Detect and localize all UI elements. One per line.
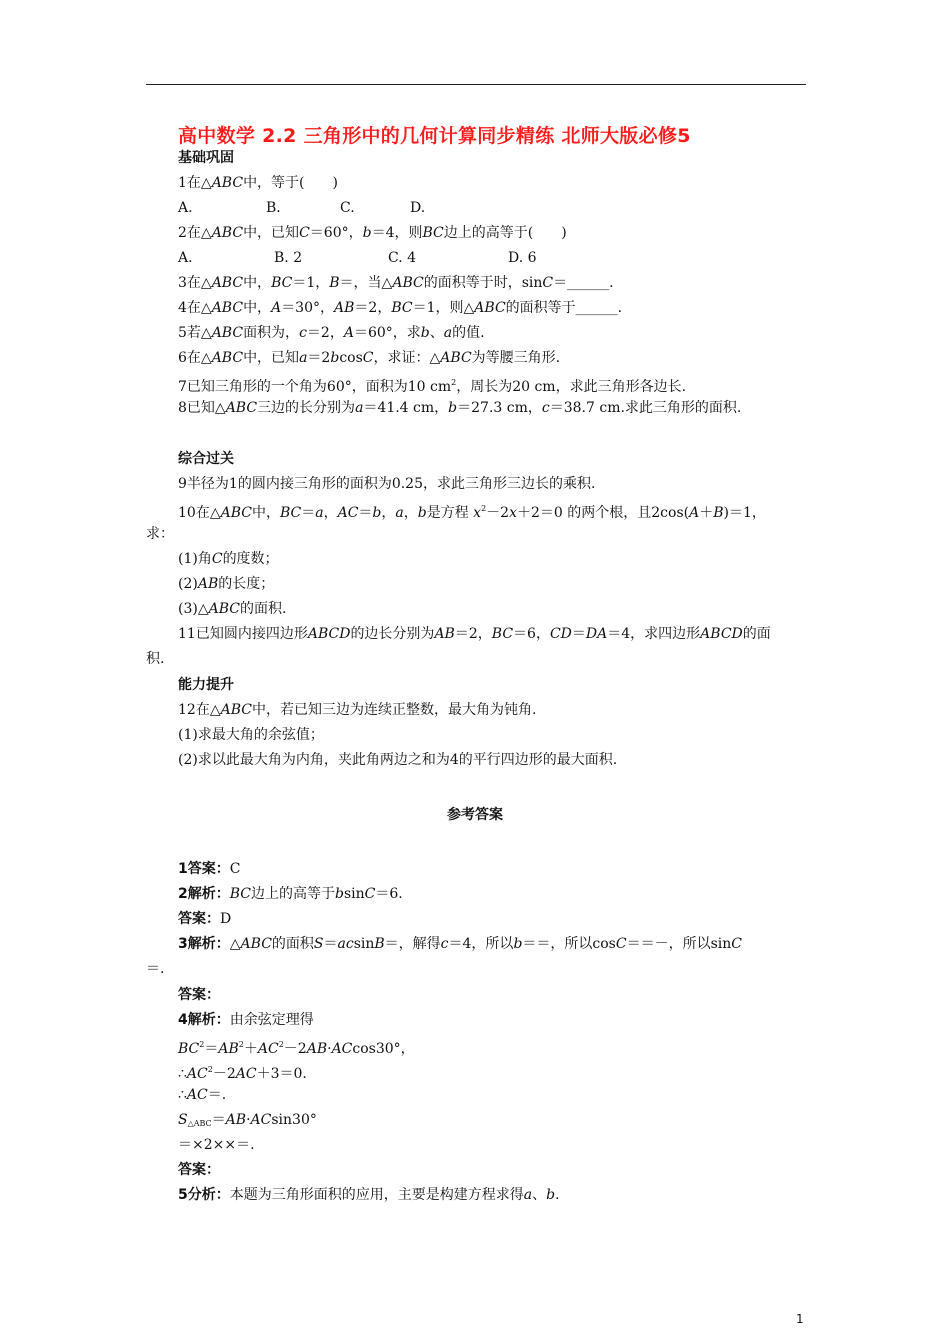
answer-3-cont: ＝. <box>146 961 165 977</box>
question-11: 11已知圆内接四边形ABCD的边长分别为AB＝2，BC＝6，CD＝DA＝4，求四边形ABCD的面 <box>178 626 771 642</box>
document-title: 高中数学 2.2 三角形中的几何计算同步精练 北师大版必修5 <box>178 125 691 147</box>
answer-4-line-5: ＝×2××＝. <box>178 1137 255 1153</box>
section-ability: 能力提升 <box>178 677 234 693</box>
question-12-part-1: (1)求最大角的余弦值； <box>178 727 324 743</box>
answer-3: 3解析：△ABC的面积S＝acsinB＝，解得c＝4，所以b＝＝，所以cosC＝＝－，所以sinC <box>178 936 742 952</box>
question-10-cont: 求： <box>146 526 174 542</box>
question-4: 4在△ABC中，A＝30°，AB＝2，BC＝1，则△ABC的面积等于______. <box>178 300 623 316</box>
question-2: 2在△ABC中，已知C＝60°，b＝4，则BC边上的高等于( ) <box>178 225 567 241</box>
question-1-options: A. B. C. D. <box>178 200 426 216</box>
answer-2-choice: 答案：D <box>178 911 232 927</box>
question-11-cont: 积. <box>146 651 165 667</box>
question-9: 9半径为1的圆内接三角形的面积为0.25，求此三角形三边长的乘积. <box>178 476 596 492</box>
answer-4-line-3: ∴AC＝. <box>178 1087 227 1103</box>
question-5: 5若△ABC面积为，c＝2，A＝60°，求b、a的值. <box>178 325 485 341</box>
question-7: 7已知三角形的一个角为60°，面积为10 $cm^2$，周长为20 cm，求此三角形各边长. <box>178 378 687 395</box>
question-12: 12在△ABC中，若已知三边为连续正整数，最大角为钝角. <box>178 702 537 718</box>
section-answers: 参考答案 <box>447 807 503 823</box>
section-comprehensive: 综合过关 <box>178 451 234 467</box>
answer-1: 1答案：C <box>178 861 241 877</box>
section-basic: 基础巩固 <box>178 150 234 166</box>
answer-4-line-1: $BC^2=AB^2+AC^2-2AB\cdot ACcos30^\circ$， <box>178 1040 415 1057</box>
question-3: 3在△ABC中，BC＝1，B＝，当△ABC的面积等于时，sinC＝______. <box>178 275 614 291</box>
question-8: 8已知△ABC三边的长分别为a＝41.4 cm，b＝27.3 cm，c＝38.7 cm.求此三角形的面积. <box>178 400 742 416</box>
answer-4: 4解析：由余弦定理得 <box>178 1012 314 1028</box>
question-2-options: A. B. 2 C. 4 D. 6 <box>178 250 537 266</box>
question-12-part-2: (2)求以此最大角为内角，夹此角两边之和为4的平行四边形的最大面积. <box>178 752 618 768</box>
question-10-part-1: (1)角C的度数； <box>178 551 279 567</box>
answer-3-choice: 答案： <box>178 987 220 1003</box>
page-number: 1 <box>796 1312 804 1326</box>
header-rule <box>146 84 806 85</box>
question-10-part-2: (2)AB的长度； <box>178 576 275 592</box>
question-10-part-3: (3)△ABC的面积. <box>178 601 287 617</box>
question-6: 6在△ABC中，已知a＝2bcosC，求证：△ABC为等腰三角形. <box>178 350 561 366</box>
answer-5: 5分析：本题为三角形面积的应用，主要是构建方程求得a、b. <box>178 1187 560 1203</box>
answer-2: 2解析：BC边上的高等于bsinC＝6. <box>178 886 403 902</box>
question-10: 10在△ABC中，BC＝a，AC＝b，a，b是方程 $x^2-2x+2=0$ 的两个根，且2cos(A＋B)＝1， <box>178 504 766 521</box>
question-1: 1在△ABC中，等于( ) <box>178 175 338 191</box>
answer-4-choice: 答案： <box>178 1162 220 1178</box>
answer-4-line-2: $\therefore AC^2-2AC+3=0$. <box>178 1065 307 1082</box>
answer-4-line-4: $S_{\triangle ABC}=AB\cdot ACsin30^\circ$ <box>178 1112 317 1128</box>
